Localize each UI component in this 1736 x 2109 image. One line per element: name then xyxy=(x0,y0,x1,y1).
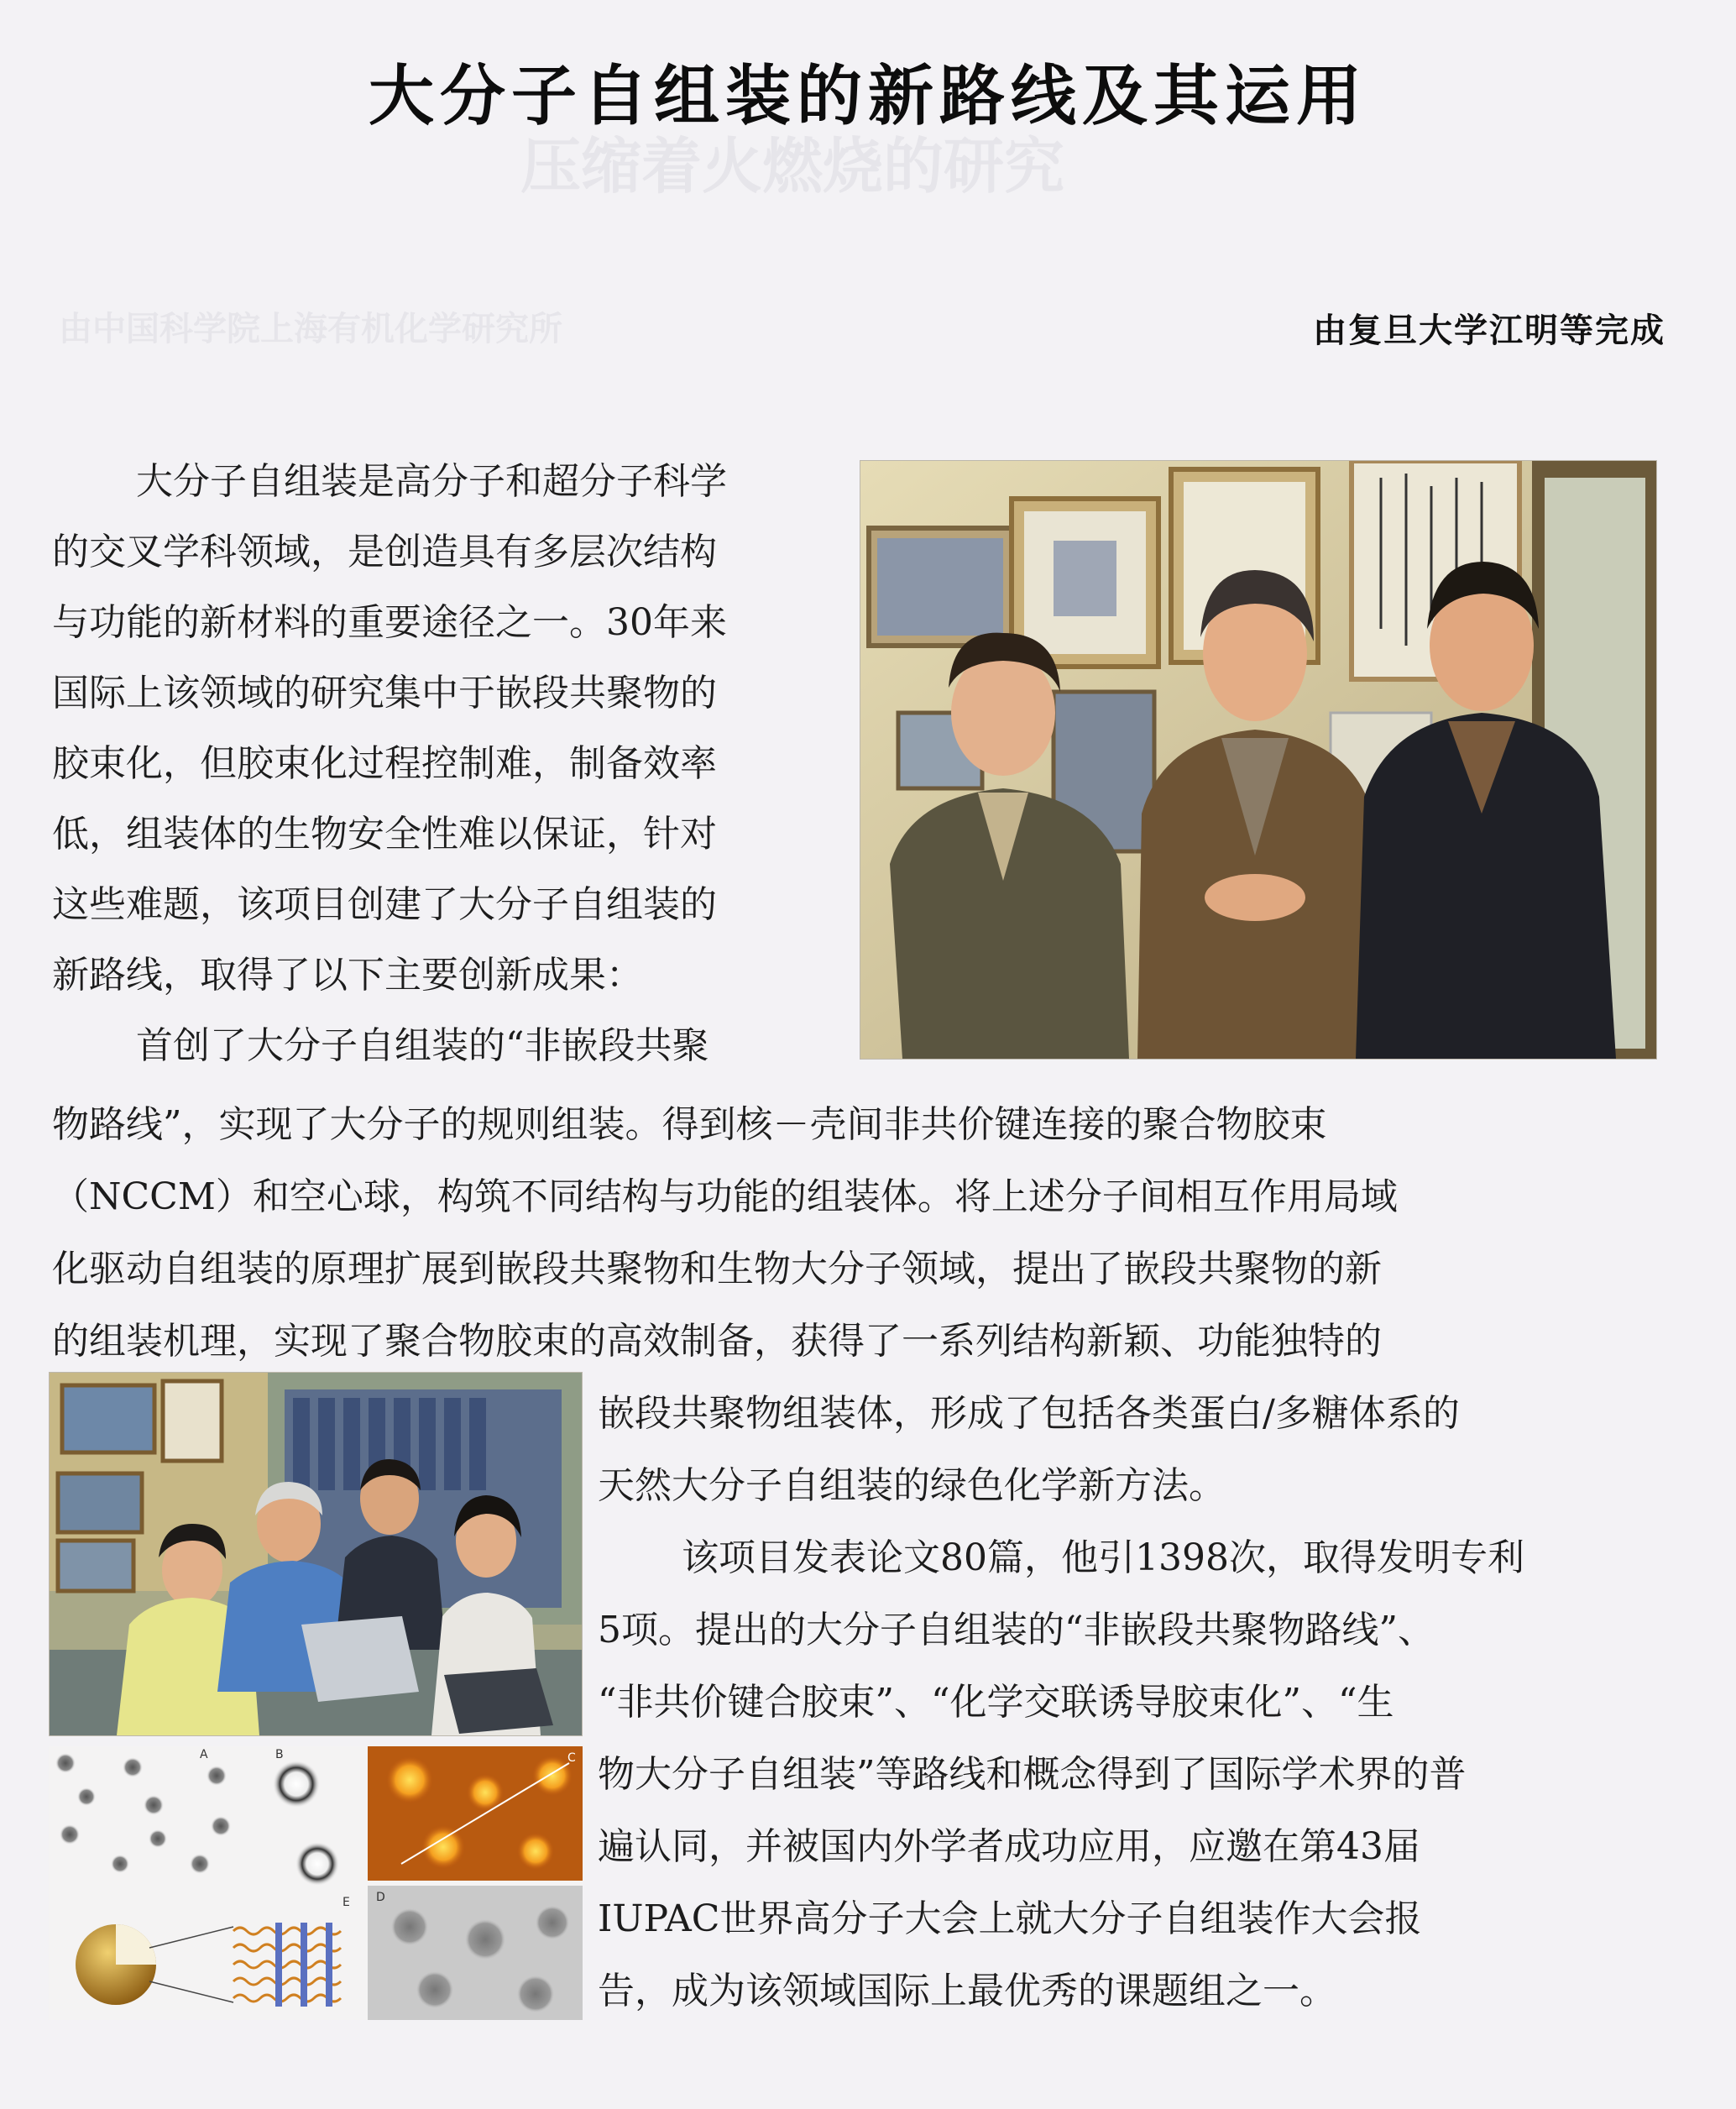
figure-label-e: E xyxy=(342,1896,350,1909)
paragraph-line: 低，组装体的生物安全性难以保证，针对 xyxy=(52,813,717,856)
paragraph-line: 5项。提出的大分子自组装的“非嵌段共聚物路线”、 xyxy=(598,1609,1435,1651)
paragraph-line: 物大分子自组装”等路线和概念得到了国际学术界的普 xyxy=(598,1753,1467,1796)
article-title: 大分子自组装的新路线及其运用 xyxy=(368,59,1367,134)
bleed-through-text: 压缩着火燃烧的研究 xyxy=(520,131,1065,201)
paragraph-line: 物路线”，实现了大分子的规则组装。得到核－壳间非共价键连接的聚合物胶束 xyxy=(52,1103,1327,1146)
paragraph-line: 大分子自组装是高分子和超分子科学 xyxy=(136,460,727,503)
micrograph-figure-graphic xyxy=(49,1746,583,2020)
paragraph-line: IUPAC世界高分子大会上就大分子自组装作大会报 xyxy=(598,1897,1422,1940)
paragraph-line: 新路线，取得了以下主要创新成果： xyxy=(52,954,643,997)
paragraph-line: 的交叉学科领域，是创造具有多层次结构 xyxy=(52,531,717,573)
paragraph-line: 化驱动自组装的原理扩展到嵌段共聚物和生物大分子领域，提出了嵌段共聚物的新 xyxy=(52,1248,1382,1290)
paragraph-line: 天然大分子自组装的绿色化学新方法。 xyxy=(598,1464,1226,1507)
paragraph-line: “非共价键合胶束”、“化学交联诱导胶束化”、“生 xyxy=(598,1681,1394,1724)
paragraph-line: 嵌段共聚物组装体，形成了包括各类蛋白/多糖体系的 xyxy=(598,1392,1460,1435)
figure-label-a: A xyxy=(200,1748,208,1761)
figure-label-c: C xyxy=(567,1751,576,1765)
paragraph-line: 遍认同，并被国内外学者成功应用，应邀在第43届 xyxy=(598,1825,1420,1868)
paragraph-line: 胶束化，但胶束化过程控制难，制备效率 xyxy=(52,742,717,785)
paragraph-line: 告，成为该领域国际上最优秀的课题组之一。 xyxy=(598,1970,1336,2012)
micrograph-figure xyxy=(49,1746,583,2020)
team-photo xyxy=(49,1372,583,1736)
paragraph-line: 该项目发表论文80篇，他引1398次，取得发明专利 xyxy=(682,1536,1524,1579)
researchers-photo-illustration xyxy=(860,461,1656,1059)
paragraph-line: 这些难题，该项目创建了大分子自组装的 xyxy=(52,883,717,926)
paragraph-line: 的组装机理，实现了聚合物胶束的高效制备，获得了一系列结构新颖、功能独特的 xyxy=(52,1320,1382,1363)
paragraph-line: 与功能的新材料的重要途径之一。30年来 xyxy=(52,601,727,644)
paragraph-line: 首创了大分子自组装的“非嵌段共聚 xyxy=(136,1024,709,1067)
figure-label-b: B xyxy=(275,1748,284,1761)
team-photo-illustration xyxy=(50,1373,582,1735)
paragraph-line: 国际上该领域的研究集中于嵌段共聚物的 xyxy=(52,672,717,714)
figure-label-d: D xyxy=(376,1891,385,1904)
bleed-through-text: 由中国科学院上海有机化学研究所 xyxy=(59,310,562,348)
article-byline: 由复旦大学江明等完成 xyxy=(1313,311,1665,350)
researchers-photo xyxy=(860,460,1657,1060)
paragraph-line: （NCCM）和空心球，构筑不同结构与功能的组装体。将上述分子间相互作用局域 xyxy=(52,1175,1398,1218)
